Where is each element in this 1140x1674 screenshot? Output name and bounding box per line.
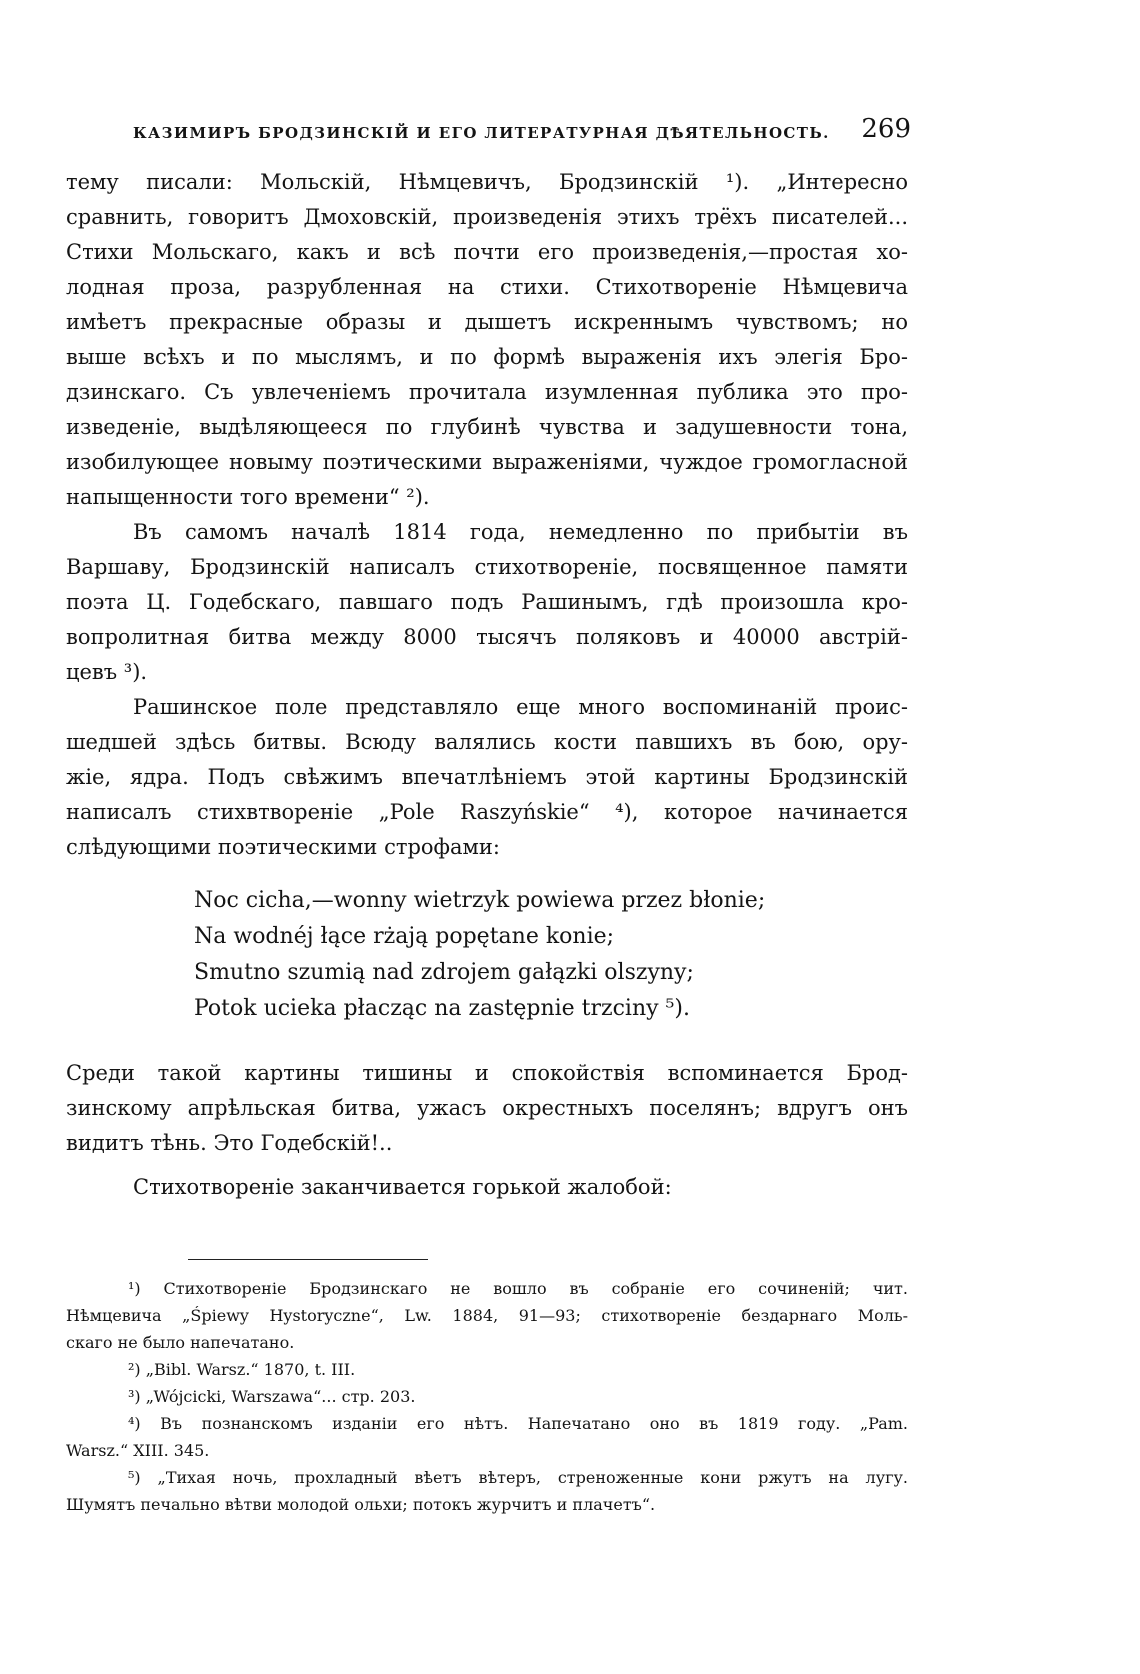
- footnote-line: скаго не было напечатано.: [66, 1333, 295, 1352]
- text-line: Стихотвореніе заканчивается горькой жалобой:: [133, 1175, 672, 1199]
- footnote-line: Шумятъ печально вѣтви молодой ольхи; потокъ журчитъ и плачетъ“.: [66, 1495, 656, 1514]
- verse-line: Potok ucieka płacząc na zastępnie trzciny ⁵).: [194, 996, 690, 1021]
- footnote-line: Нѣмцевича „Śpiewy Hystoryczne“, Lw. 1884, 91—93; стихотвореніе бездарнаго Моль-: [66, 1306, 908, 1325]
- text-line: дзинскаго. Съ увлеченіемъ прочитала изумленная публика это про-: [66, 380, 908, 404]
- text-line: Варшаву, Бродзинскій написалъ стихотвореніе, посвященное памяти: [66, 555, 908, 579]
- footnote-line: ⁴) Въ познанскомъ изданіи его нѣтъ. Напечатано оно въ 1819 году. „Pam.: [128, 1414, 908, 1433]
- text-line: Рашинское поле представляло еще много воспоминаній проис-: [133, 695, 908, 719]
- text-line: поэта Ц. Годебскаго, павшаго подъ Рашинымъ, гдѣ произошла кро-: [66, 590, 908, 614]
- text-line: шедшей здѣсь битвы. Всюду валялись кости павшихъ въ бою, ору-: [66, 730, 908, 754]
- text-line: Въ самомъ началѣ 1814 года, немедленно по прибытіи въ: [133, 520, 908, 544]
- text-line: слѣдующими поэтическими строфами:: [66, 835, 500, 859]
- verse-line: Smutno szumią nad zdrojem gałązki olszyny;: [194, 960, 694, 985]
- footnote-line: ⁵) „Тихая ночь, прохладный вѣетъ вѣтеръ, стреноженные кони ржутъ на лугу.: [128, 1468, 908, 1487]
- footnote-line: ³) „Wójcicki, Warszawa“... стр. 203.: [128, 1387, 416, 1406]
- text-line: написалъ стихвтвореніе „Pole Raszyńskie“ ⁴), которое начинается: [66, 800, 908, 824]
- running-title: КАЗИМИРЪ БРОДЗИНСКІЙ И ЕГО ЛИТЕРАТУРНАЯ ДѢЯТЕЛЬНОСТЬ.: [133, 124, 830, 142]
- text-line: зинскому апрѣльская битва, ужасъ окрестныхъ поселянъ; вдругъ онъ: [66, 1096, 908, 1120]
- text-line: тему писали: Мольскій, Нѣмцевичъ, Бродзинскій ¹). „Интересно: [66, 170, 908, 194]
- text-line: изобилующее новыму поэтическими выраженіями, чуждое громогласной: [66, 450, 908, 474]
- footnote-line: Warsz.“ XIII. 345.: [66, 1441, 210, 1460]
- text-line: Стихи Мольскаго, какъ и всѣ почти его произведенія,—простая хо-: [66, 240, 908, 264]
- text-line: цевъ ³).: [66, 660, 148, 684]
- text-line: напыщенности того времени“ ²).: [66, 485, 430, 509]
- page-number: 269: [861, 114, 911, 144]
- text-line: лодная проза, разрубленная на стихи. Стихотвореніе Нѣмцевича: [66, 275, 908, 299]
- footnote-line: ¹) Стихотвореніе Бродзинскаго не вошло въ собраніе его сочиненій; чит.: [128, 1279, 908, 1298]
- text-line: сравнить, говоритъ Дмоховскій, произведенія этихъ трёхъ писателей...: [66, 205, 908, 229]
- text-line: вопролитная битва между 8000 тысячъ поляковъ и 40000 австрій-: [66, 625, 908, 649]
- text-line: видитъ тѣнь. Это Годебскій!..: [66, 1131, 393, 1155]
- footnote-divider: [188, 1259, 428, 1260]
- verse-line: Noc cicha,—wonny wietrzyk powiewa przez błonie;: [194, 888, 766, 913]
- text-line: изведеніе, выдѣляющееся по глубинѣ чувства и задушевности тона,: [66, 415, 908, 439]
- running-header: [133, 110, 911, 150]
- text-line: жіе, ядра. Подъ свѣжимъ впечатлѣніемъ этой картины Бродзинскій: [66, 765, 908, 789]
- text-line: Среди такой картины тишины и спокойствія вспоминается Брод-: [66, 1061, 908, 1085]
- text-line: выше всѣхъ и по мыслямъ, и по формѣ выраженія ихъ элегія Бро-: [66, 345, 908, 369]
- verse-line: Na wodnéj łące rżają popętane konie;: [194, 924, 615, 949]
- text-line: имѣетъ прекрасные образы и дышетъ искреннымъ чувствомъ; но: [66, 310, 908, 334]
- footnote-line: ²) „Bibl. Warsz.“ 1870, t. III.: [128, 1360, 356, 1379]
